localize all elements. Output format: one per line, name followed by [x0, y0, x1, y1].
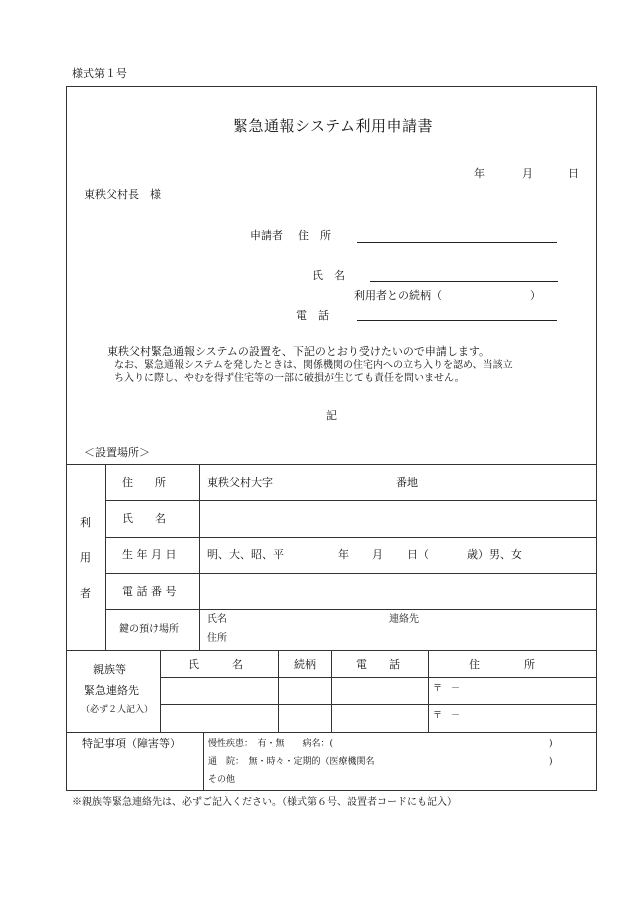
relative-2-postal: 〒 －: [433, 711, 461, 721]
user-birth-era: 明、大、昭、平: [207, 548, 284, 561]
relatives-label-1: 親族等: [93, 663, 126, 676]
applicant-address-label: 住 所: [298, 229, 331, 242]
user-address-banchi: 番地: [396, 476, 418, 489]
date-day: 日: [568, 167, 579, 180]
body-line-2: なお、緊急通報システムを発したときは、関係機関の住宅内への立ち入りを認め、当該立: [114, 360, 513, 371]
key-holder-contact: 連絡先: [389, 614, 419, 625]
user-address-prefix: 東秩父村大字: [207, 476, 273, 489]
applicant-address-field[interactable]: [357, 242, 557, 243]
key-location-label: 鍵の預け場所: [119, 624, 179, 635]
footnote: ※親族等緊急連絡先は、必ずご記入ください。（様式第６号、設置者コードにも記入）: [72, 797, 457, 808]
form-number: 様式第１号: [72, 67, 127, 80]
key-holder-address: 住所: [207, 633, 227, 644]
key-holder-name: 氏名: [207, 614, 227, 625]
relation-close: ）: [530, 289, 541, 302]
user-birth-label: 生 年 月 日: [122, 548, 177, 561]
relatives-header-name: 氏 名: [188, 658, 243, 671]
other-notes: その他: [208, 775, 236, 785]
user-address-label: 住 所: [122, 476, 166, 489]
chronic-disease: 慢性疾患： 有・無 病名：(: [208, 739, 334, 749]
applicant-phone-label: 電 話: [296, 309, 329, 322]
hospital-visit: 通 院： 無・時々・定期的（医療機関名: [208, 757, 375, 767]
relatives-header-phone: 電 話: [356, 658, 400, 671]
user-side-label-3: 者: [80, 587, 91, 600]
install-location-label: ＜設置場所＞: [84, 446, 150, 459]
user-side-label-2: 用: [80, 551, 91, 564]
date-month: 月: [522, 167, 533, 180]
user-age-sex: 歳）男、女: [467, 548, 522, 561]
relatives-header-relation: 続柄: [294, 658, 316, 671]
user-name-label: 氏 名: [122, 512, 166, 525]
hospital-visit-close: ): [549, 757, 553, 767]
form-title: 緊急通報システム利用申請書: [233, 117, 434, 135]
relation-label: 利用者との続柄（: [354, 289, 442, 302]
special-notes-label: 特記事項（障害等）: [82, 737, 181, 750]
ki-mark: 記: [326, 409, 337, 422]
user-birth-year: 年: [338, 548, 349, 561]
relatives-note: （必ず２人記入）: [81, 705, 154, 715]
relatives-label-2: 緊急連絡先: [84, 684, 139, 697]
user-side-label-1: 利: [80, 516, 91, 529]
user-phone-label: 電 話 番 号: [122, 585, 177, 598]
applicant-name-label: 氏 名: [312, 269, 345, 282]
applicant-label: 申請者: [250, 229, 283, 242]
applicant-phone-field[interactable]: [357, 320, 557, 321]
relatives-header-address: 住 所: [469, 658, 535, 671]
user-birth-day: 日（: [407, 548, 429, 561]
applicant-name-field[interactable]: [370, 281, 558, 282]
body-line-3: ち入りに際し、やむを得ず住宅等の一部に破損が生じても責任を問いません。: [114, 373, 465, 384]
user-birth-month: 月: [372, 548, 383, 561]
body-line-1: 東秩父村緊急通報システムの設置を、下記のとおり受けたいので申請します。: [107, 345, 491, 358]
chronic-disease-close: ): [549, 739, 553, 749]
addressee: 東秩父村長 様: [84, 188, 161, 201]
date-year: 年: [474, 167, 485, 180]
relative-1-postal: 〒 －: [433, 684, 461, 694]
